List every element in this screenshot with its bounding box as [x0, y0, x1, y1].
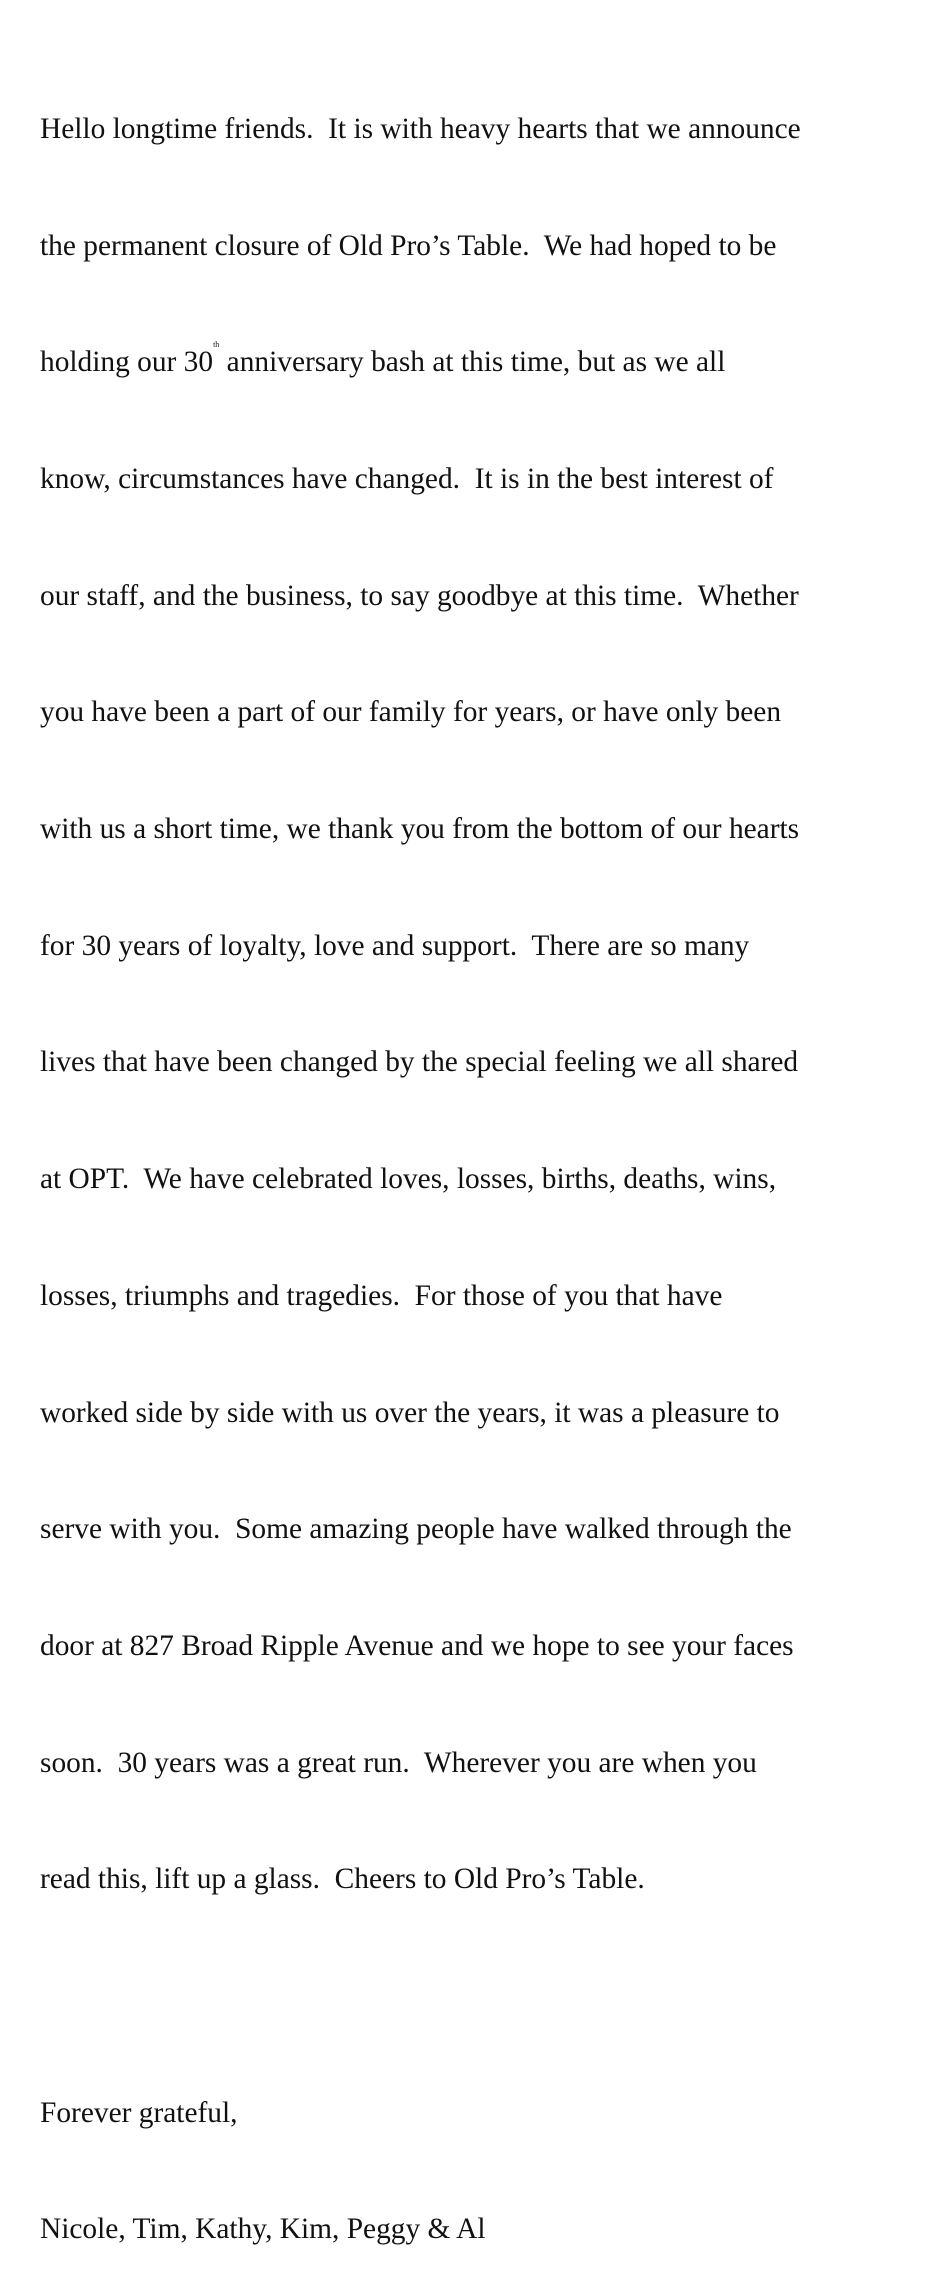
signature-line: Nicole, Tim, Kathy, Kim, Peggy & Al: [40, 2213, 486, 2246]
closing-line: Forever grateful,: [40, 2096, 238, 2129]
letter-line: at OPT. We have celebrated loves, losses, births, deaths, wins,: [40, 1163, 777, 1196]
letter-line: our staff, and the business, to say goodbye at this time. Whether: [40, 579, 799, 612]
paragraph-gap: [40, 1977, 920, 2016]
letter-text: anniversary bash at this time, but as we all: [219, 346, 726, 379]
ordinal-superscript: th: [213, 340, 220, 350]
letter-line: for 30 years of loyalty, love and support. There are so many: [40, 929, 750, 962]
letter-line: worked side by side with us over the years, it was a pleasure to: [40, 1396, 780, 1429]
letter-line: Hello longtime friends. It is with heavy hearts that we announce: [40, 112, 801, 145]
letter-line: the permanent closure of Old Pro’s Table. We had hoped to be: [40, 229, 777, 262]
letter-line: with us a short time, we thank you from the bottom of our hearts: [40, 813, 800, 846]
letter-line: door at 827 Broad Ripple Avenue and we hope to see your faces: [40, 1629, 794, 1662]
letter-line: soon. 30 years was a great run. Wherever you are when you: [40, 1746, 757, 1779]
letter: [40, 32, 920, 2288]
letter-line: [40, 340, 920, 382]
letter-line: lives that have been changed by the special feeling we all shared: [40, 1046, 799, 1079]
letter-line: read this, lift up a glass. Cheers to Old Pro’s Table.: [40, 1863, 645, 1896]
letter-line: losses, triumphs and tragedies. For those of you that have: [40, 1279, 723, 1312]
letter-line: serve with you. Some amazing people have walked through the: [40, 1513, 792, 1546]
letter-line: you have been a part of our family for years, or have only been: [40, 696, 782, 729]
letter-line: know, circumstances have changed. It is in the best interest of: [40, 462, 774, 495]
letter-text: holding our 30: [40, 346, 214, 379]
